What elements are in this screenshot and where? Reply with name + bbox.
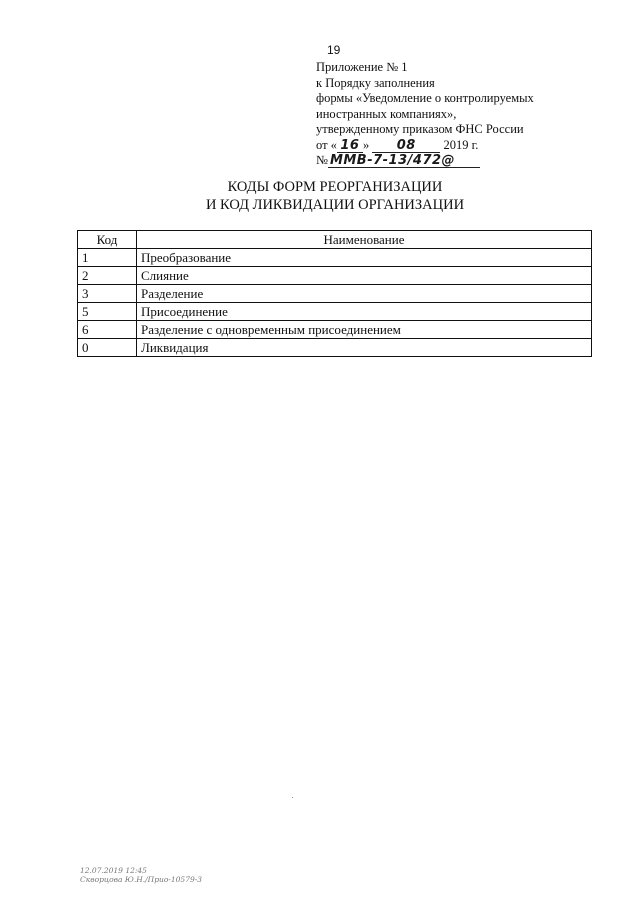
page-number: 19	[327, 43, 341, 57]
title-line-1: КОДЫ ФОРМ РЕОРГАНИЗАЦИИ	[227, 179, 443, 195]
stamp-line-1: 12.07.2019 12:45	[80, 866, 147, 875]
number-prefix: №	[316, 153, 328, 167]
date-day: 16	[337, 140, 363, 153]
row-name: Ликвидация	[137, 339, 592, 357]
table-header-row	[78, 231, 592, 249]
title-line-2: И КОД ЛИКВИДАЦИИ ОРГАНИЗАЦИИ	[205, 197, 465, 213]
table-row	[78, 339, 592, 357]
appendix-line-3: формы «Уведомление о контролируемых	[316, 91, 534, 105]
appendix-line-5: утвержденному приказом ФНС России	[316, 122, 524, 136]
row-name: Разделение с одновременным присоединением	[137, 321, 592, 339]
row-code: 5	[78, 303, 137, 321]
table-row	[78, 303, 592, 321]
row-name: Преобразование	[137, 249, 592, 267]
row-code: 1	[78, 249, 137, 267]
row-code: 0	[78, 339, 137, 357]
number-value: ММВ-7-13/472@	[328, 155, 480, 168]
date-mid: »	[362, 137, 370, 152]
stamp-line-2: Скворцова Ю.Н./Прио-10579-3	[80, 875, 203, 884]
row-name: Присоединение	[137, 303, 592, 321]
registration-stamp	[80, 866, 202, 884]
scan-artifact	[292, 797, 293, 798]
appendix-line-1: Приложение № 1	[316, 60, 408, 74]
table-row	[78, 267, 592, 285]
row-name: Слияние	[137, 267, 592, 285]
order-date	[316, 138, 616, 154]
row-code: 2	[78, 267, 137, 285]
document-title	[0, 178, 640, 214]
codes-table	[77, 230, 592, 357]
row-name: Разделение	[137, 285, 592, 303]
row-code: 3	[78, 285, 137, 303]
date-month: 08	[372, 140, 440, 153]
header-name: Наименование	[137, 231, 592, 249]
order-number	[316, 153, 616, 169]
table-row	[78, 249, 592, 267]
table-row	[78, 285, 592, 303]
row-code: 6	[78, 321, 137, 339]
appendix-line-4: иностранных компаниях»,	[316, 106, 457, 121]
appendix-header	[316, 60, 616, 169]
date-year: 2019 г.	[443, 137, 479, 152]
date-prefix: от «	[316, 137, 337, 152]
header-code: Код	[78, 231, 137, 249]
table-row	[78, 321, 592, 339]
appendix-line-2: к Порядку заполнения	[316, 75, 435, 90]
